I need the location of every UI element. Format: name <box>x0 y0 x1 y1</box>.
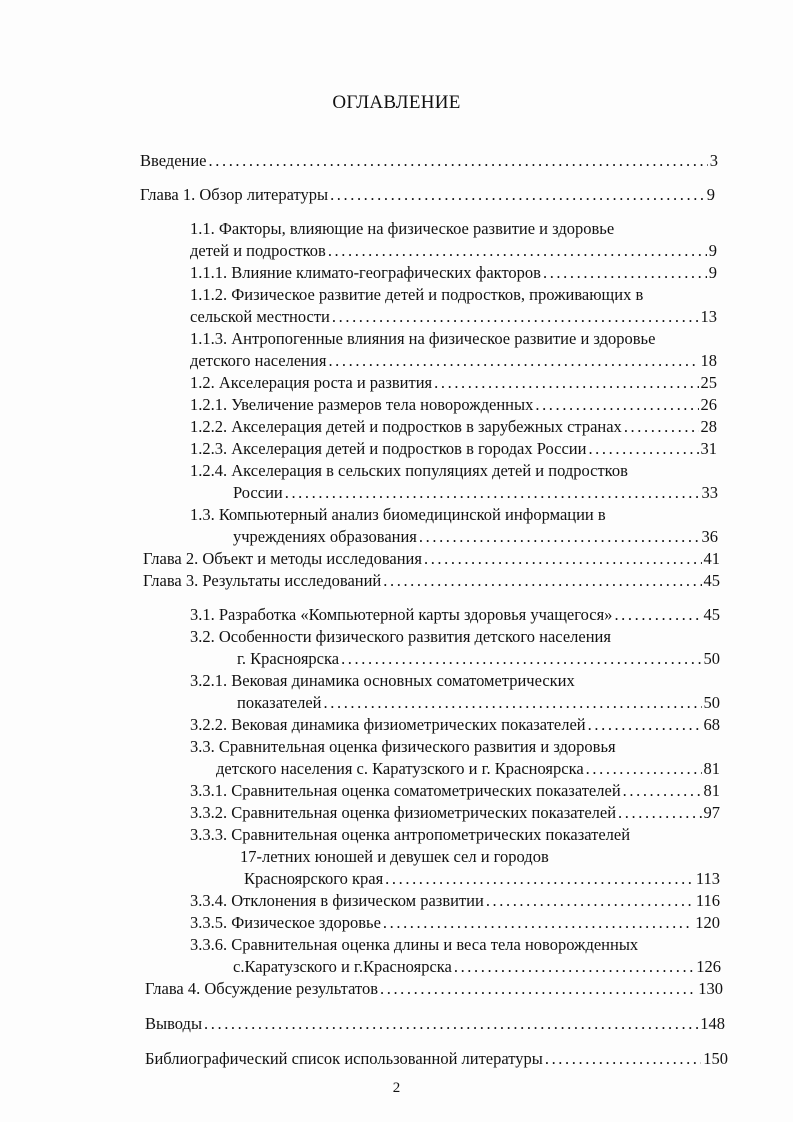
toc-leader <box>588 715 702 735</box>
toc-leader <box>328 351 698 371</box>
toc-entry-1-2-4-line2 <box>233 483 718 503</box>
toc-text: с.Каратузского и г.Красноярска <box>233 957 452 976</box>
toc-page: 13 <box>700 307 717 326</box>
toc-page: 9 <box>708 263 717 282</box>
toc-text: Введение <box>140 151 207 170</box>
toc-entry-3-1 <box>190 605 720 625</box>
toc-text: Красноярского края <box>244 869 384 888</box>
toc-entry-3-3-2 <box>190 803 720 823</box>
toc-text: 3.3.5. Физическое здоровье <box>190 913 381 932</box>
toc-entry-3-3-line1: 3.3. Сравнительная оценка физического развития и здоровья <box>190 737 616 756</box>
toc-entry-3-3-3-line2: 17-летних юношей и девушек сел и городов <box>240 847 549 866</box>
toc-leader <box>419 527 700 547</box>
toc-page: 36 <box>701 527 718 546</box>
toc-page: 3 <box>709 151 718 170</box>
toc-entry-3-2-line1: 3.2. Особенности физического развития детского населения <box>190 627 611 646</box>
toc-text: 1.2.3. Акселерация детей и подростков в городах России <box>190 439 587 458</box>
toc-leader <box>623 781 702 801</box>
toc-entry-conclusions <box>145 1014 725 1034</box>
toc-entry-3-2-line2 <box>237 649 720 669</box>
toc-page: 9 <box>706 185 715 204</box>
page-number: 2 <box>392 1080 401 1096</box>
toc-leader <box>543 263 707 283</box>
toc-leader <box>204 1014 698 1034</box>
toc-entry-3-3-6-line2 <box>233 957 721 977</box>
toc-text: Глава 4. Обсуждение результатов <box>145 979 378 998</box>
toc-text: 3.2.2. Вековая динамика физиометрических показателей <box>190 715 586 734</box>
toc-text: детского населения с. Каратузского и г. Красноярска <box>216 759 584 778</box>
toc-entry-3-3-line2 <box>216 759 720 779</box>
toc-entry-intro <box>140 151 718 171</box>
toc-page: 50 <box>703 693 720 712</box>
toc-text: Глава 1. Обзор литературы <box>140 185 329 204</box>
toc-text: 3.3.2. Сравнительная оценка физиометрических показателей <box>190 803 617 822</box>
toc-leader <box>383 913 693 933</box>
toc-entry-3-3-4 <box>190 891 720 911</box>
toc-page: 126 <box>696 957 721 976</box>
toc-entry-1-2-3 <box>190 439 717 459</box>
toc-leader <box>332 307 699 327</box>
toc-leader <box>330 185 705 205</box>
toc-entry-3-2-1-line2 <box>237 693 720 713</box>
toc-entry-bibliography <box>145 1049 728 1069</box>
toc-entry-3-2-2 <box>190 715 720 735</box>
toc-leader <box>328 241 707 261</box>
toc-text: показателей <box>237 693 322 712</box>
toc-entry-1-1-1 <box>190 263 717 283</box>
toc-entry-1-2-2 <box>190 417 717 437</box>
toc-text: России <box>233 483 283 502</box>
toc-entry-1-3-line2 <box>233 527 718 547</box>
toc-leader <box>380 979 696 999</box>
toc-leader <box>383 571 701 591</box>
toc-entry-3-3-5 <box>190 913 720 933</box>
toc-text: 1.2.1. Увеличение размеров тела новорожденных <box>190 395 534 414</box>
toc-page: 130 <box>698 979 723 998</box>
toc-entry-1-2-1 <box>190 395 717 415</box>
toc-entry-3-3-3-line3 <box>244 869 720 889</box>
toc-leader <box>424 549 702 569</box>
toc-entry-1-1-line2 <box>190 241 717 261</box>
toc-leader <box>285 483 700 503</box>
toc-leader <box>614 605 701 625</box>
toc-page: 41 <box>703 549 720 568</box>
toc-entry-1-1-2-line2 <box>190 307 717 327</box>
toc-leader <box>385 869 694 889</box>
toc-page: 81 <box>703 781 720 800</box>
toc-entry-ch2 <box>143 549 720 569</box>
toc-page: 148 <box>700 1014 725 1033</box>
toc-page: 68 <box>703 715 720 734</box>
toc-page: 31 <box>700 439 717 458</box>
toc-entry-1-1-line1: 1.1. Факторы, влияющие на физическое развитие и здоровье <box>190 219 615 238</box>
toc-leader <box>324 693 702 713</box>
toc-page: 45 <box>703 571 720 590</box>
toc-entry-3-3-6-line1: 3.3.6. Сравнительная оценка длины и веса тела новорожденных <box>190 935 639 954</box>
toc-entry-3-2-1-line1: 3.2.1. Вековая динамика основных соматометрических <box>190 671 575 690</box>
toc-page: 120 <box>695 913 720 932</box>
toc-leader <box>545 1049 701 1069</box>
toc-text: Глава 3. Результаты исследований <box>143 571 382 590</box>
toc-entry-1-1-3-line1: 1.1.3. Антропогенные влияния на физическое развитие и здоровье <box>190 329 656 348</box>
toc-entry-3-3-1 <box>190 781 720 801</box>
toc-page: 25 <box>700 373 717 392</box>
toc-leader <box>535 395 698 415</box>
toc-text: 3.3.4. Отклонения в физическом развитии <box>190 891 484 910</box>
toc-page: 28 <box>700 417 717 436</box>
toc-text: Глава 2. Объект и методы исследования <box>143 549 422 568</box>
toc-text: 1.1.1. Влияние климато-географических факторов <box>190 263 541 282</box>
toc-text: г. Красноярска <box>237 649 340 668</box>
toc-text: детей и подростков <box>190 241 326 260</box>
toc-entry-1-1-2-line1: 1.1.2. Физическое развитие детей и подростков, проживающих в <box>190 285 644 304</box>
toc-page: 50 <box>703 649 720 668</box>
toc-entry-ch1 <box>140 185 715 205</box>
toc-entry-1-2-4-line1: 1.2.4. Акселерация в сельских популяциях детей и подростков <box>190 461 628 480</box>
toc-page: 150 <box>703 1049 728 1068</box>
toc-leader <box>586 759 702 779</box>
toc-leader <box>486 891 694 911</box>
toc-text: 1.2.2. Акселерация детей и подростков в зарубежных странах <box>190 417 622 436</box>
toc-text: 3.3.1. Сравнительная оценка соматометрических показателей <box>190 781 621 800</box>
toc-page: 116 <box>695 891 720 910</box>
toc-page: 45 <box>703 605 720 624</box>
toc-entry-1-1-3-line2 <box>190 351 717 371</box>
toc-page: 26 <box>700 395 717 414</box>
toc-leader <box>209 151 708 171</box>
page-title: ОГЛАВЛЕНИЕ <box>332 92 461 113</box>
toc-page: 81 <box>703 759 720 778</box>
toc-text: Выводы <box>145 1014 203 1033</box>
toc-page: 9 <box>708 241 717 260</box>
toc-entry-1-2 <box>190 373 717 393</box>
toc-leader <box>588 439 698 459</box>
toc-page: 97 <box>703 803 720 822</box>
toc-page: 18 <box>700 351 717 370</box>
toc-entry-3-3-3-line1: 3.3.3. Сравнительная оценка антропометрических показателей <box>190 825 631 844</box>
toc-leader <box>624 417 699 437</box>
toc-entry-ch3 <box>143 571 720 591</box>
toc-entry-1-3-line1: 1.3. Компьютерный анализ биомедицинской информации в <box>190 505 606 524</box>
toc-leader <box>454 957 694 977</box>
toc-text: детского населения <box>190 351 327 370</box>
toc-page: 113 <box>695 869 720 888</box>
toc-text: 1.2. Акселерация роста и развития <box>190 373 433 392</box>
toc-page: 33 <box>701 483 718 502</box>
toc-text: Библиографический список использованной литературы <box>145 1049 543 1068</box>
toc-text: учреждениях образования <box>233 527 417 546</box>
toc-leader <box>341 649 701 669</box>
toc-leader <box>434 373 698 393</box>
toc-entry-ch4 <box>145 979 723 999</box>
toc-leader <box>618 803 701 823</box>
toc-text: сельской местности <box>190 307 330 326</box>
toc-text: 3.1. Разработка «Компьютерной карты здоровья учащегося» <box>190 605 613 624</box>
